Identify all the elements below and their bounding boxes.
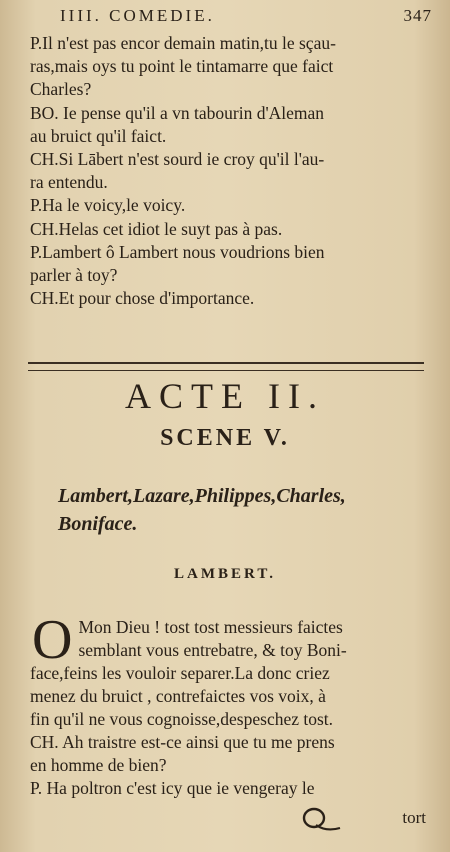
text-line: fin qu'il ne vous cognoisse,despeschez tost. [30,709,334,729]
text-line: P. Ha poltron c'est icy que ie vengeray le [30,778,315,798]
speech-block [30,609,432,800]
text-line: au bruict qu'il faict. [30,125,167,146]
text-line: CH.Et pour chose d'importance. [30,288,255,309]
scene-title: SCENE V. [160,425,290,451]
text-line: P.Il n'est pas encor demain matin,tu le sçau- [30,33,336,53]
persons-line: Boniface. [58,513,138,535]
text-line: Charles? [30,79,92,100]
text-line: CH.Si Lābert n'est sourd ie croy qu'il l'au- [30,149,325,170]
text-line: semblant vous entrebatre, & toy Boni- [78,640,347,660]
persons-line: Lambert,Lazare,Philippes,Charles, [58,485,346,507]
speaker-heading: LAMBERT. [174,566,276,582]
running-header [60,6,432,28]
text-line: P.Lambert ô Lambert nous voudrions bien [30,241,325,262]
drop-cap: O [32,609,73,671]
text-line: CH. Ah traistre est-ce ainsi que tu me prens [30,732,335,752]
text-line: menez du bruict , contrefaictes vos voix, à [30,686,326,706]
page-number: 347 [403,6,432,25]
text-line: CH.Helas cet idiot le suyt pas à pas. [30,218,283,239]
text-line: Mon Dieu ! tost tost messieurs faictes [78,617,343,637]
text-line: P.Ha le voicy,le voicy. [30,195,186,216]
text-line: BO. Ie pense qu'il a vn tabourin d'Aleman [30,102,325,123]
text-line: ra entendu. [30,172,108,193]
dramatis-personae [58,482,426,538]
signature-mark [298,806,342,834]
text-line: face,feins les vouloir separer.La donc criez [30,663,330,683]
act-title: ACTE II. [125,376,325,416]
catchword: tort [402,808,426,827]
dialog-block [30,32,432,310]
ornamental-rule [28,362,424,371]
text-line: parler à toy? [30,265,118,286]
text-line: en homme de bien? [30,755,167,775]
running-title: IIII. COMEDIE. [60,6,215,25]
text-line: ras,mais oys tu point le tintamarre que faict [30,56,334,77]
